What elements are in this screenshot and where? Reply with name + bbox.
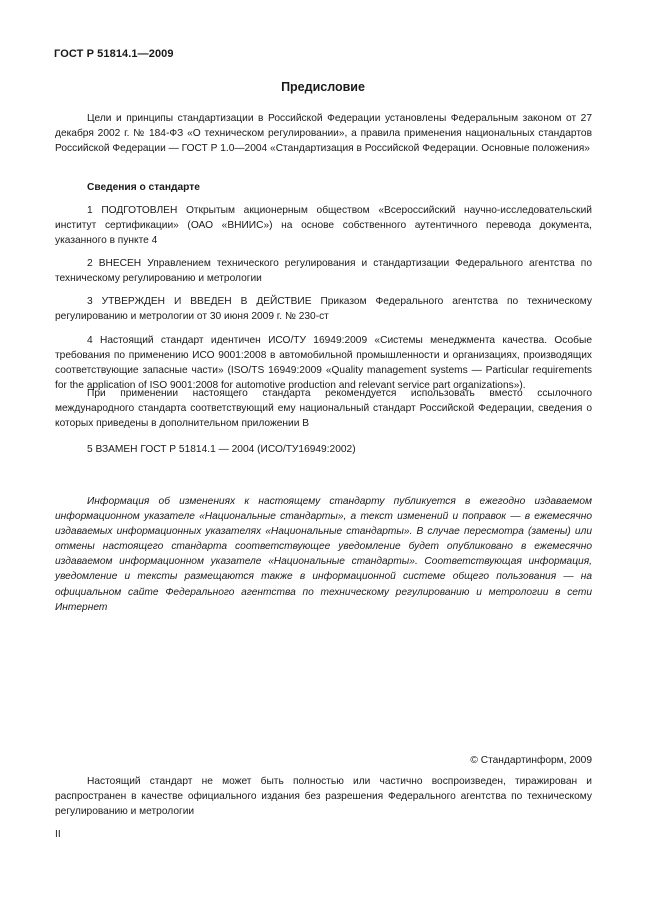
item-approved: 3 УТВЕРЖДЕН И ВВЕДЕН В ДЕЙСТВИЕ Приказом Федерального агентства по техническому регулированию и метрологии от 30 июня 2009 г. № 230-ст	[55, 296, 592, 323]
item-introduced: 2 ВНЕСЕН Управлением технического регулирования и стандартизации Федерального агентства по техническому регулированию и метрологии	[55, 258, 592, 285]
item-replaces: 5 ВЗАМЕН ГОСТ Р 51814.1 — 2004 (ИСО/ТУ16949:2002)	[87, 444, 356, 455]
intro-paragraph: Цели и принципы стандартизации в Российской Федерации установлены Федеральным законом от 27 декабря 2002 г. № 184-ФЗ «О техническом регулировании», а правила применения национальных стандартов Российской Федерации — ГОСТ Р 1.0—2004 «Стандартизация в Российской Федерации. Основные положения»	[55, 113, 592, 155]
section-subtitle: Сведения о стандарте	[87, 182, 200, 193]
reproduction-restriction: Настоящий стандарт не может быть полностью или частично воспроизведен, тиражирован и распространен в качестве официального издания без разрешения Федерального агентства по техническому регулированию и метрологии	[55, 776, 592, 818]
item-prepared: 1 ПОДГОТОВЛЕН Открытым акционерным обществом «Всероссийский научно-исследовательский институт сертификации» (ОАО «ВНИИС») на основе собственного аутентичного перевода документа, указанного в пункте 4	[55, 205, 592, 247]
page-title: Предисловие	[281, 80, 365, 94]
changes-notice: Информация об изменениях к настоящему стандарту публикуется в ежегодно издаваемом информационном указателе «Национальные стандарты», а текст изменений и поправок — в ежемесячно издаваемых информационных указателях «Национальные стандарты». В случае пересмотра (замены) или отмены настоящего стандарта соответствующее уведомление будет опубликовано в ежемесячно издаваемом информационном указателе «Национальные стандарты». Соответствующая информация, уведомление и тексты размещаются также в информационной системе общего пользования — на официальном сайте Федерального агентства по техническому регулированию и метрологии в сети Интернет	[55, 496, 592, 613]
standard-header: ГОСТ Р 51814.1—2009	[54, 48, 174, 60]
item-identical: 4 Настоящий стандарт идентичен ИСО/ТУ 16949:2009 «Системы менеджмента качества. Особые требования по применению ИСО 9001:2008 в автомобильной промышленности и организациях, производящих соответствующие запасные части» (ISO/TS 16949:2009 «Quality management systems — Particular requirements for the application of ISO 9001:2008 for automotive production and relevant service part organizations»).	[55, 335, 592, 392]
copyright: © Стандартинформ, 2009	[470, 755, 592, 766]
item-application: При применении настоящего стандарта рекомендуется использовать вместо ссылочного международного стандарта соответствующий ему национальный стандарт Российской Федерации, сведения о которых приведены в дополнительном приложении В	[55, 388, 592, 430]
page-number: II	[55, 829, 61, 840]
